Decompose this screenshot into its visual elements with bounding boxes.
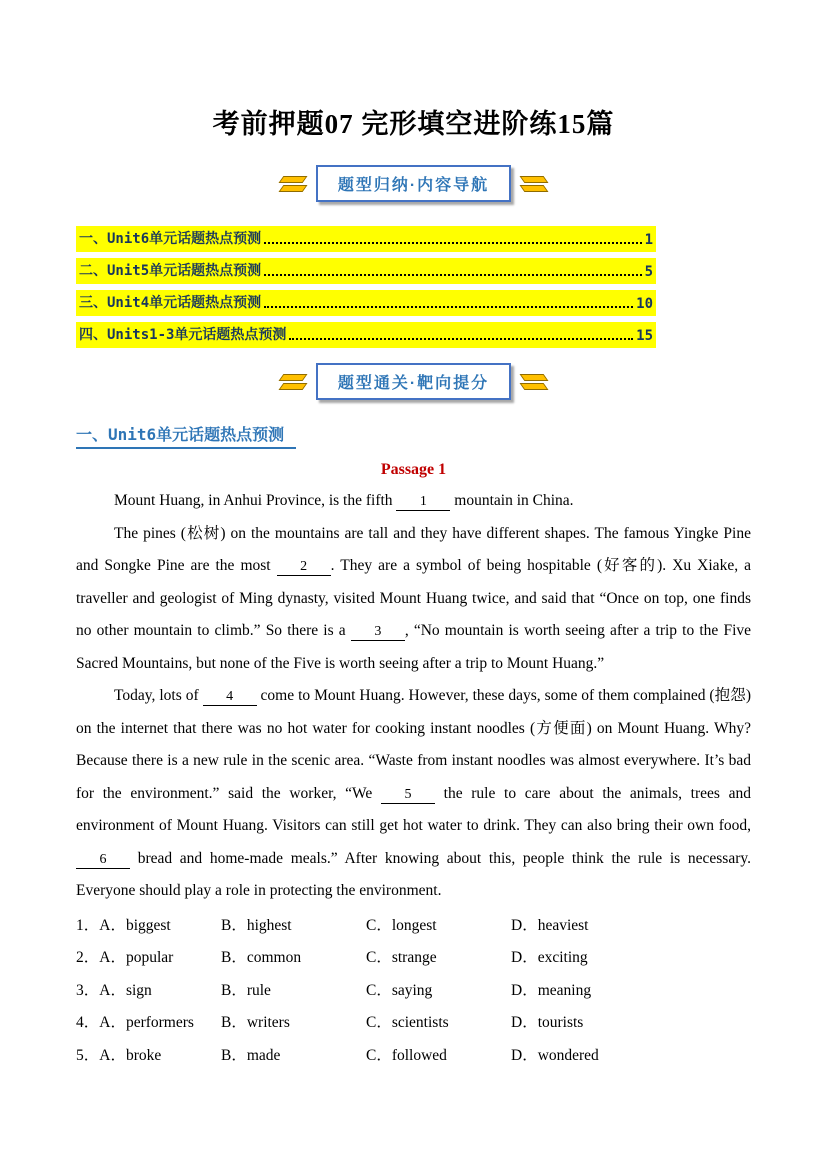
banner-boost-label: 题型通关·靶向提分 [337, 375, 490, 392]
question-option: D．meaning [511, 981, 592, 999]
banner-nav-label: 题型归纳·内容导航 [337, 177, 490, 194]
passage-paragraph: Today, lots of 4 come to Mount Huang. However, these days, some of them complained (抱怨) on the internet that there was no hot water for cooking instant noodles (方便面) on Mount Huang. Why? Because there is a new rule in the scenic area. “Waste from instant noodles was almost everywhere. It’s bad for the environment.” said the worker, “We 5 the rule to care about the animals, trees and environment of Mount Huang. Visitors can still get hot water to drink. They can also bring their own food, 6 bread and home-made meals.” After knowing about this, people think the rule is necessary. Everyone should play a role in protecting the environment. [76, 687, 751, 899]
question-number-and-option-a: 1．A．biggest [76, 916, 171, 934]
passage-paragraph: The pines (松树) on the mountains are tall and they have different shapes. The famous Yingke Pine and Songke Pine are the most 2 . They are a symbol of being hospitable (好客的). Xu Xiake, a traveller and geologist of Ming dynasty, visited Mount Huang twice, and said that “Once on top, one finds no other mountain to climb.” So there is a 3 , “No mountain is worth seeing after a trip to the Five Sacred Mountains, but none of the Five is worth seeing after a trip to Mount Huang.” [76, 524, 752, 672]
question-option: C．longest [366, 916, 437, 934]
cloze-blank: 1 [396, 494, 450, 511]
toc-entry[interactable] [76, 322, 656, 348]
toc-leader-dots [264, 274, 641, 276]
section-heading: 一、Unit6单元话题热点预测 [76, 422, 296, 449]
question-option: B．rule [221, 981, 271, 999]
banner-boost-box [316, 363, 511, 400]
question-number-and-option-a: 5．A．broke [76, 1046, 162, 1064]
cloze-blank: 5 [381, 787, 435, 804]
question-option: C．saying [366, 981, 433, 999]
toc-entry[interactable] [76, 226, 656, 252]
question-option: B．common [221, 949, 302, 966]
toc-entry-label: 三、Unit4单元话题热点预测 [79, 295, 262, 311]
question-option: D．exciting [511, 949, 588, 966]
question-option: D．heaviest [511, 916, 589, 934]
banner-ribbon-icon [280, 372, 306, 392]
banner-nav-box [316, 165, 511, 202]
question-list [76, 910, 751, 1073]
question-option: C．strange [366, 949, 437, 966]
question-option: B．made [221, 1046, 281, 1064]
question-option: C．scientists [366, 1014, 449, 1031]
passage-title: Passage 1 [380, 461, 447, 478]
question-row [76, 1040, 751, 1073]
question-row [76, 975, 751, 1008]
banner-boost [0, 363, 827, 400]
banner-nav [0, 165, 827, 202]
cloze-blank: 3 [351, 624, 405, 641]
toc-leader-dots [264, 242, 641, 244]
banner-ribbon-icon [521, 372, 547, 392]
passage-paragraph: Mount Huang, in Anhui Province, is the fifth 1 mountain in China. [114, 492, 574, 509]
toc-leader-dots [264, 306, 633, 308]
toc-entry-label: 四、Units1-3单元话题热点预测 [79, 327, 287, 343]
banner-ribbon-icon [280, 174, 306, 194]
toc-leader-dots [289, 338, 633, 340]
question-option: D．wondered [511, 1046, 599, 1064]
question-number-and-option-a: 3．A．sign [76, 981, 152, 999]
question-option: C．followed [366, 1046, 447, 1064]
question-number-and-option-a: 2．A．popular [76, 949, 174, 966]
toc-page-number: 5 [644, 264, 653, 280]
toc-entry-label: 一、Unit6单元话题热点预测 [79, 231, 262, 247]
question-row [76, 942, 751, 975]
banner-ribbon-icon [521, 174, 547, 194]
toc-page-number: 15 [636, 328, 653, 344]
passage-body [76, 485, 751, 908]
question-row [76, 1007, 751, 1040]
toc-entry[interactable] [76, 258, 656, 284]
toc-page-number: 10 [636, 296, 653, 312]
question-number-and-option-a: 4．A．performers [76, 1014, 194, 1031]
question-row [76, 910, 751, 943]
cloze-blank: 2 [277, 559, 331, 576]
document-title: 考前押题07 完形填空进阶练15篇 [212, 109, 615, 139]
cloze-blank: 4 [203, 689, 257, 706]
toc-entry-label: 二、Unit5单元话题热点预测 [79, 263, 262, 279]
question-option: D．tourists [511, 1014, 584, 1031]
toc [76, 226, 656, 348]
question-option: B．writers [221, 1014, 290, 1031]
toc-entry[interactable] [76, 290, 656, 316]
cloze-blank: 6 [76, 852, 130, 869]
toc-page-number: 1 [644, 232, 653, 248]
question-option: B．highest [221, 916, 292, 934]
